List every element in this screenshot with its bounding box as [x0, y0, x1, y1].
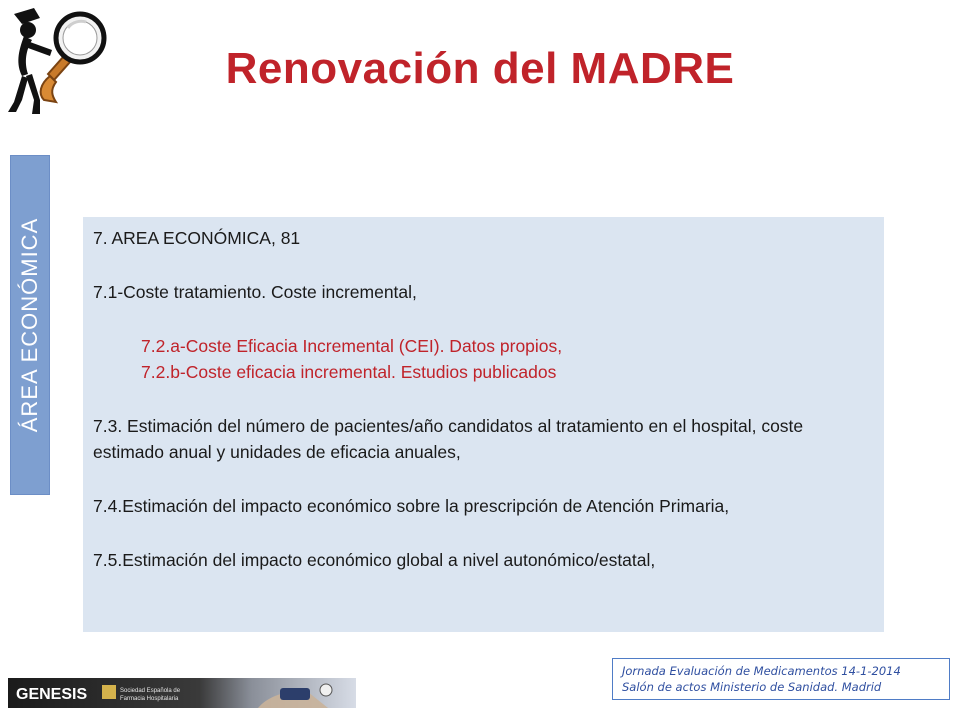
item-7-2a: 7.2.a-Coste Eficacia Incremental (CEI). Datos propios, [141, 336, 563, 356]
item-7-4: 7.4.Estimación del impacto económico sobre la prescripción de Atención Primaria, [93, 496, 730, 516]
society-line2: Farmacia Hospitalaria [120, 696, 179, 702]
item-7-3: 7.3. Estimación del número de pacientes/año candidatos al tratamiento en el hospital, coste estimado anual y unidades de eficacia anuales, [93, 416, 804, 462]
event-note [612, 658, 950, 700]
section-heading: 7. AREA ECONÓMICA, 81 [93, 228, 301, 248]
event-note-line2: Salón de actos Ministerio de Sanidad. Madrid [622, 680, 882, 694]
genesis-logo-text: GENESIS [16, 686, 88, 703]
society-emblem-icon [102, 685, 116, 699]
society-line1: Sociedad Española de [120, 688, 181, 694]
event-note-line1: Jornada Evaluación de Medicamentos 14-1-2014 [622, 664, 901, 678]
item-7-1: 7.1-Coste tratamiento. Coste incremental, [93, 282, 417, 302]
item-7-2b: 7.2.b-Coste eficacia incremental. Estudios publicados [141, 362, 557, 382]
content-box [83, 217, 884, 632]
item-7-5: 7.5.Estimación del impacto económico global a nivel autonómico/estatal, [93, 550, 656, 570]
genesis-banner [8, 678, 356, 708]
side-tab-label: ÁREA ECONÓMICA [17, 217, 42, 433]
side-tab-area-economica [10, 155, 50, 495]
slide-title: Renovación del MADRE [225, 44, 735, 93]
